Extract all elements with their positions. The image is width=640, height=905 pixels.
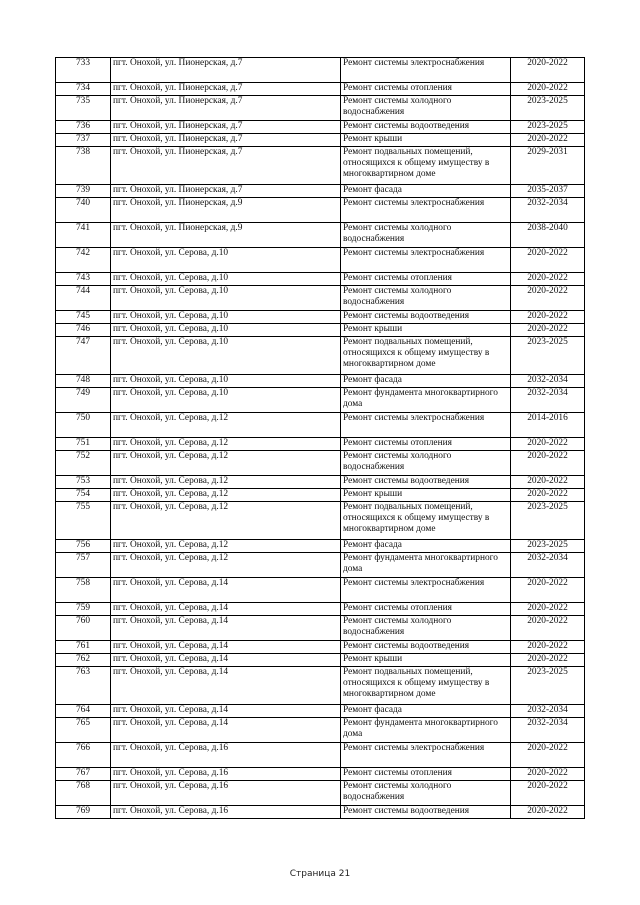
table-row xyxy=(56,273,585,286)
period-cell: 2020-2022 xyxy=(511,324,585,337)
period-cell: 2020-2022 xyxy=(511,311,585,324)
row-number: 755 xyxy=(56,502,111,540)
address-cell: пгт. Онохой, ул. Серова, д.10 xyxy=(111,375,341,388)
work-type-cell: Ремонт подвальных помещений, относящихся к общему имуществу в многоквартирном доме xyxy=(341,667,511,705)
work-type-cell: Ремонт системы холодного водоснабжения xyxy=(341,96,511,121)
row-number: 746 xyxy=(56,324,111,337)
period-cell: 2020-2022 xyxy=(511,451,585,476)
period-cell: 2020-2022 xyxy=(511,134,585,147)
table-row xyxy=(56,438,585,451)
address-cell: пгт. Онохой, ул. Серова, д.12 xyxy=(111,476,341,489)
period-cell: 2020-2022 xyxy=(511,603,585,616)
address-cell: пгт. Онохой, ул. Серова, д.14 xyxy=(111,641,341,654)
period-cell: 2014-2016 xyxy=(511,413,585,438)
address-cell: пгт. Онохой, ул. Пионерская, д.7 xyxy=(111,58,341,83)
address-cell: пгт. Онохой, ул. Серова, д.10 xyxy=(111,311,341,324)
work-type-cell: Ремонт системы холодного водоснабжения xyxy=(341,616,511,641)
table-row xyxy=(56,413,585,438)
row-number: 744 xyxy=(56,286,111,311)
period-cell: 2023-2025 xyxy=(511,502,585,540)
row-number: 735 xyxy=(56,96,111,121)
period-cell: 2020-2022 xyxy=(511,438,585,451)
address-cell: пгт. Онохой, ул. Пионерская, д.7 xyxy=(111,185,341,198)
address-cell: пгт. Онохой, ул. Серова, д.12 xyxy=(111,553,341,578)
works-table-body xyxy=(56,58,585,819)
table-row xyxy=(56,337,585,375)
row-number: 747 xyxy=(56,337,111,375)
address-cell: пгт. Онохой, ул. Пионерская, д.7 xyxy=(111,147,341,185)
table-row xyxy=(56,553,585,578)
work-type-cell: Ремонт системы водоотведения xyxy=(341,311,511,324)
row-number: 750 xyxy=(56,413,111,438)
table-row xyxy=(56,147,585,185)
work-type-cell: Ремонт крыши xyxy=(341,654,511,667)
table-row xyxy=(56,83,585,96)
address-cell: пгт. Онохой, ул. Серова, д.14 xyxy=(111,705,341,718)
work-type-cell: Ремонт фундамента многоквартирного дома xyxy=(341,553,511,578)
address-cell: пгт. Онохой, ул. Серова, д.14 xyxy=(111,718,341,743)
address-cell: пгт. Онохой, ул. Пионерская, д.7 xyxy=(111,96,341,121)
row-number: 740 xyxy=(56,198,111,223)
row-number: 760 xyxy=(56,616,111,641)
table-row xyxy=(56,578,585,603)
table-row xyxy=(56,616,585,641)
work-type-cell: Ремонт системы холодного водоснабжения xyxy=(341,286,511,311)
row-number: 758 xyxy=(56,578,111,603)
work-type-cell: Ремонт системы водоотведения xyxy=(341,641,511,654)
address-cell: пгт. Онохой, ул. Пионерская, д.7 xyxy=(111,83,341,96)
address-cell: пгт. Онохой, ул. Пионерская, д.9 xyxy=(111,223,341,248)
row-number: 753 xyxy=(56,476,111,489)
table-row xyxy=(56,667,585,705)
table-row xyxy=(56,743,585,768)
table-row xyxy=(56,641,585,654)
period-cell: 2020-2022 xyxy=(511,248,585,273)
table-row xyxy=(56,324,585,337)
period-cell: 2023-2025 xyxy=(511,96,585,121)
work-type-cell: Ремонт системы отопления xyxy=(341,273,511,286)
period-cell: 2035-2037 xyxy=(511,185,585,198)
works-table xyxy=(55,57,585,819)
work-type-cell: Ремонт системы электроснабжения xyxy=(341,198,511,223)
table-row xyxy=(56,134,585,147)
period-cell: 2032-2034 xyxy=(511,553,585,578)
address-cell: пгт. Онохой, ул. Серова, д.12 xyxy=(111,413,341,438)
work-type-cell: Ремонт крыши xyxy=(341,134,511,147)
address-cell: пгт. Онохой, ул. Серова, д.14 xyxy=(111,667,341,705)
work-type-cell: Ремонт крыши xyxy=(341,324,511,337)
row-number: 737 xyxy=(56,134,111,147)
work-type-cell: Ремонт системы холодного водоснабжения xyxy=(341,781,511,806)
address-cell: пгт. Онохой, ул. Серова, д.10 xyxy=(111,324,341,337)
table-row xyxy=(56,185,585,198)
table-row xyxy=(56,58,585,83)
row-number: 767 xyxy=(56,768,111,781)
work-type-cell: Ремонт фасада xyxy=(341,540,511,553)
row-number: 762 xyxy=(56,654,111,667)
work-type-cell: Ремонт системы отопления xyxy=(341,603,511,616)
row-number: 752 xyxy=(56,451,111,476)
row-number: 768 xyxy=(56,781,111,806)
period-cell: 2020-2022 xyxy=(511,768,585,781)
address-cell: пгт. Онохой, ул. Серова, д.10 xyxy=(111,248,341,273)
table-row xyxy=(56,311,585,324)
row-number: 764 xyxy=(56,705,111,718)
address-cell: пгт. Онохой, ул. Серова, д.16 xyxy=(111,743,341,768)
period-cell: 2023-2025 xyxy=(511,667,585,705)
address-cell: пгт. Онохой, ул. Серова, д.14 xyxy=(111,654,341,667)
row-number: 759 xyxy=(56,603,111,616)
row-number: 757 xyxy=(56,553,111,578)
work-type-cell: Ремонт системы водоотведения xyxy=(341,806,511,819)
period-cell: 2029-2031 xyxy=(511,147,585,185)
row-number: 748 xyxy=(56,375,111,388)
address-cell: пгт. Онохой, ул. Серова, д.16 xyxy=(111,768,341,781)
period-cell: 2020-2022 xyxy=(511,58,585,83)
period-cell: 2020-2022 xyxy=(511,616,585,641)
row-number: 765 xyxy=(56,718,111,743)
address-cell: пгт. Онохой, ул. Серова, д.14 xyxy=(111,578,341,603)
period-cell: 2032-2034 xyxy=(511,705,585,718)
address-cell: пгт. Онохой, ул. Серова, д.10 xyxy=(111,286,341,311)
table-row xyxy=(56,388,585,413)
row-number: 761 xyxy=(56,641,111,654)
page-number: Страница 21 xyxy=(289,869,351,879)
work-type-cell: Ремонт системы холодного водоснабжения xyxy=(341,451,511,476)
table-row xyxy=(56,121,585,134)
row-number: 742 xyxy=(56,248,111,273)
table-row xyxy=(56,806,585,819)
table-row xyxy=(56,489,585,502)
period-cell: 2020-2022 xyxy=(511,743,585,768)
work-type-cell: Ремонт системы отопления xyxy=(341,438,511,451)
address-cell: пгт. Онохой, ул. Серова, д.16 xyxy=(111,781,341,806)
row-number: 734 xyxy=(56,83,111,96)
work-type-cell: Ремонт подвальных помещений, относящихся к общему имуществу в многоквартирном доме xyxy=(341,502,511,540)
row-number: 751 xyxy=(56,438,111,451)
address-cell: пгт. Онохой, ул. Серова, д.14 xyxy=(111,603,341,616)
table-row xyxy=(56,223,585,248)
address-cell: пгт. Онохой, ул. Пионерская, д.7 xyxy=(111,121,341,134)
period-cell: 2023-2025 xyxy=(511,121,585,134)
address-cell: пгт. Онохой, ул. Серова, д.12 xyxy=(111,489,341,502)
period-cell: 2032-2034 xyxy=(511,198,585,223)
address-cell: пгт. Онохой, ул. Серова, д.10 xyxy=(111,273,341,286)
row-number: 769 xyxy=(56,806,111,819)
address-cell: пгт. Онохой, ул. Серова, д.12 xyxy=(111,451,341,476)
row-number: 738 xyxy=(56,147,111,185)
work-type-cell: Ремонт подвальных помещений, относящихся к общему имуществу в многоквартирном доме xyxy=(341,337,511,375)
period-cell: 2038-2040 xyxy=(511,223,585,248)
table-row xyxy=(56,768,585,781)
table-row xyxy=(56,718,585,743)
table-row xyxy=(56,451,585,476)
period-cell: 2023-2025 xyxy=(511,337,585,375)
table-row xyxy=(56,603,585,616)
period-cell: 2032-2034 xyxy=(511,375,585,388)
row-number: 749 xyxy=(56,388,111,413)
address-cell: пгт. Онохой, ул. Серова, д.12 xyxy=(111,438,341,451)
work-type-cell: Ремонт системы электроснабжения xyxy=(341,578,511,603)
row-number: 745 xyxy=(56,311,111,324)
row-number: 763 xyxy=(56,667,111,705)
address-cell: пгт. Онохой, ул. Серова, д.16 xyxy=(111,806,341,819)
row-number: 743 xyxy=(56,273,111,286)
work-type-cell: Ремонт фасада xyxy=(341,705,511,718)
period-cell: 2020-2022 xyxy=(511,273,585,286)
table-row xyxy=(56,502,585,540)
row-number: 766 xyxy=(56,743,111,768)
table-row xyxy=(56,781,585,806)
row-number: 754 xyxy=(56,489,111,502)
address-cell: пгт. Онохой, ул. Пионерская, д.9 xyxy=(111,198,341,223)
work-type-cell: Ремонт системы электроснабжения xyxy=(341,413,511,438)
table-row xyxy=(56,198,585,223)
table-row xyxy=(56,286,585,311)
period-cell: 2020-2022 xyxy=(511,578,585,603)
address-cell: пгт. Онохой, ул. Серова, д.12 xyxy=(111,502,341,540)
work-type-cell: Ремонт крыши xyxy=(341,489,511,502)
work-type-cell: Ремонт фундамента многоквартирного дома xyxy=(341,718,511,743)
work-type-cell: Ремонт системы водоотведения xyxy=(341,121,511,134)
table-row xyxy=(56,96,585,121)
period-cell: 2020-2022 xyxy=(511,286,585,311)
period-cell: 2020-2022 xyxy=(511,654,585,667)
address-cell: пгт. Онохой, ул. Серова, д.14 xyxy=(111,616,341,641)
work-type-cell: Ремонт подвальных помещений, относящихся к общему имуществу в многоквартирном доме xyxy=(341,147,511,185)
period-cell: 2020-2022 xyxy=(511,641,585,654)
row-number: 739 xyxy=(56,185,111,198)
table-row xyxy=(56,654,585,667)
row-number: 756 xyxy=(56,540,111,553)
work-type-cell: Ремонт системы электроснабжения xyxy=(341,248,511,273)
work-type-cell: Ремонт фасада xyxy=(341,375,511,388)
table-row xyxy=(56,705,585,718)
work-type-cell: Ремонт фасада xyxy=(341,185,511,198)
work-type-cell: Ремонт системы электроснабжения xyxy=(341,58,511,83)
table-row xyxy=(56,248,585,273)
work-type-cell: Ремонт системы отопления xyxy=(341,768,511,781)
row-number: 741 xyxy=(56,223,111,248)
period-cell: 2020-2022 xyxy=(511,806,585,819)
table-row xyxy=(56,540,585,553)
row-number: 733 xyxy=(56,58,111,83)
address-cell: пгт. Онохой, ул. Серова, д.10 xyxy=(111,337,341,375)
period-cell: 2020-2022 xyxy=(511,83,585,96)
table-row xyxy=(56,375,585,388)
work-type-cell: Ремонт фундамента многоквартирного дома xyxy=(341,388,511,413)
row-number: 736 xyxy=(56,121,111,134)
period-cell: 2023-2025 xyxy=(511,540,585,553)
address-cell: пгт. Онохой, ул. Серова, д.12 xyxy=(111,540,341,553)
table-row xyxy=(56,476,585,489)
period-cell: 2020-2022 xyxy=(511,781,585,806)
work-type-cell: Ремонт системы электроснабжения xyxy=(341,743,511,768)
period-cell: 2032-2034 xyxy=(511,718,585,743)
work-type-cell: Ремонт системы водоотведения xyxy=(341,476,511,489)
address-cell: пгт. Онохой, ул. Пионерская, д.7 xyxy=(111,134,341,147)
period-cell: 2032-2034 xyxy=(511,388,585,413)
address-cell: пгт. Онохой, ул. Серова, д.10 xyxy=(111,388,341,413)
work-type-cell: Ремонт системы отопления xyxy=(341,83,511,96)
period-cell: 2020-2022 xyxy=(511,489,585,502)
work-type-cell: Ремонт системы холодного водоснабжения xyxy=(341,223,511,248)
period-cell: 2020-2022 xyxy=(511,476,585,489)
